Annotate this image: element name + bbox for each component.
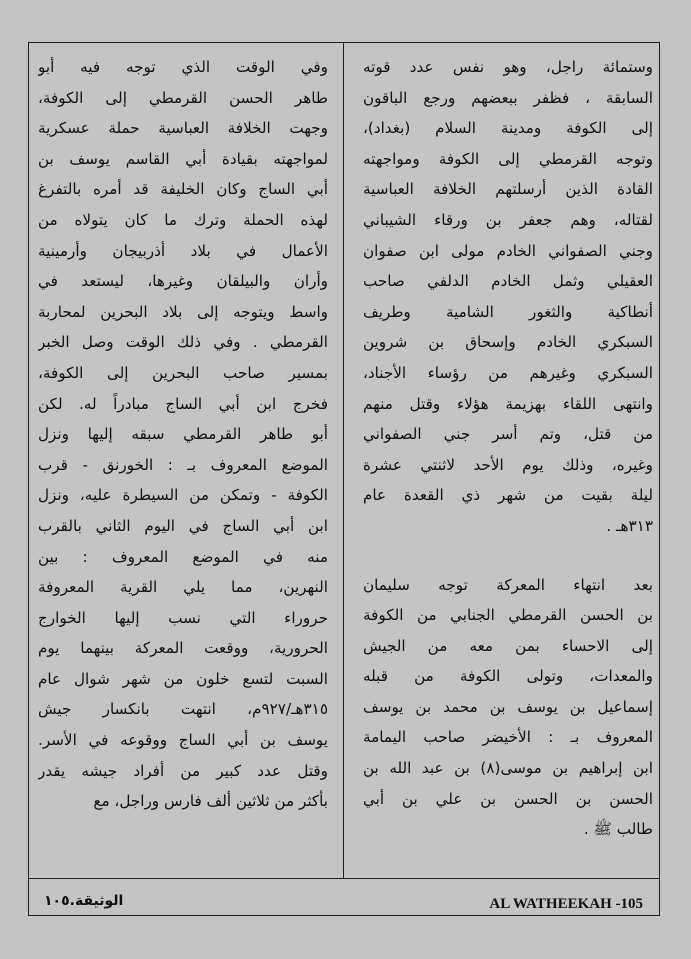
text-line: أنطاكية والثغور الشامية وطريف [363,302,653,321]
text-line: بأكثر من ثلاثين ألف فارس وراجل، مع [93,792,328,811]
text-line: وجني الصفواني الخادم مولى ابن صفوان [363,241,653,260]
text-line: السابقة ، فظفر ببعضهم ورجع الباقون [363,88,653,107]
text-line: إسماعيل بن يوسف بن محمد بن يوسف [363,697,653,716]
text-line: وانتهى اللقاء بهزيمة هؤلاء وقتل منهم [363,394,653,413]
text-line: أبو طاهر القرمطي سبقه إليها ونزل [38,425,328,444]
text-line: وجهت الخلافة العباسية حملة عسكرية [38,119,328,138]
text-line: من قتل، وتم أسر جني الصفواني [363,425,653,444]
text-line: بن الحسن القرمطي الجنابي من الكوفة [363,606,653,625]
text-line: الموضع المعروف بـ : الخورنق - قرب [38,455,328,474]
text-line: والمعدات، وتولى الكوفة من قبله [363,667,653,686]
text-line: الأعمال في بلاد أذربيجان وأرمينية [38,241,328,260]
text-line: أبي الساج وكان الخليفة قد أمره بالتفرغ [38,180,328,199]
text-line: وفي الوقت الذي توجه فيه أبو [38,58,328,76]
text-line: ابن إبراهيم بن موسى(٨) بن عبد الله بن [363,759,653,778]
text-line: بمسير صاحب البحرين إلى الكوفة، [38,363,328,382]
text-line: الكوفة - وتمكن من السيطرة عليه، ونزل [38,486,328,505]
text-line: إلى الكوفة ومدينة السلام (بغداد)، [363,119,653,138]
text-line: بعد انتهاء المعركة توجه سليمان [363,575,653,594]
text-line: وغيره، وذلك يوم الأحد لاثنتي عشرة [363,455,653,474]
column-divider [343,42,344,879]
text-line: لقتاله، وهم جعفر بن ورقاء الشيباني [363,210,653,229]
text-line: ابن أبي الساج في اليوم الثاني بالقرب [38,516,328,535]
text-line: العقيلي وثمل الخادم الدلفي صاحب [363,272,653,291]
text-line: حروراء التي نسب إليها الخوارج [38,608,328,627]
left-column [38,52,328,817]
text-line: لهذه الحملة وترك ما كان يتولاه من [38,210,328,229]
footer-arabic: الوثيقة.١٠٥ [44,893,124,909]
text-line: ليلة بقيت من شهر ذي القعدة عام [363,486,653,505]
text-line: لمواجهته بقيادة أبي القاسم يوسف بن [38,149,328,168]
text-line: طاهر الحسن القرمطي إلى الكوفة، [38,88,328,107]
text-line: ٣١٥هـ/٩٢٧م، انتهت بانكسار جيش [38,700,328,719]
text-line: منه في الموضع المعروف : بين [38,547,328,566]
text-line: واسط ويتوجه إلى بلاد البحرين لمحاربة [38,302,328,321]
text-line: الحسن بن الحسن بن علي بن أبي [363,789,653,808]
text-line: وقتل عدد كبير من أفراد جيشه يقدر [38,761,328,780]
text-line: إلى الاحساء بمن معه من الجيش [363,636,653,655]
text-line: القرمطي . وفي ذلك الوقت وصل الخبر [38,333,328,352]
text-line: يوسف بن أبي الساج ووقوعه في الأسر. [38,731,328,750]
text-line: السبكري الخادم وإسحاق بن شروين [363,333,653,352]
text-line: وتوجه القرمطي إلى الكوفة ومواجهته [363,149,653,168]
text-line: وستمائة راجل، وهو نفس عدد قوته [363,58,653,76]
text-line: الحرورية، ووقعت المعركة بينهما يوم [38,639,328,658]
text-line: المعروف بـ : الأخيضر صاحب اليمامة [363,728,653,747]
footer-english: AL WATHEEKAH -105 [489,896,643,912]
text-line: وأران والبيلقان وغيرها، ليستعد في [38,272,328,291]
text-line: فخرج ابن أبي الساج مبادراً له. لكن [38,394,328,413]
text-line: ٣١٣هـ . [606,516,653,535]
text-line: طالب ﷺ . [583,820,653,839]
text-line: السبت لتسع خلون من شهر شوال عام [38,669,328,688]
text-line: القادة الذين أرسلتهم الخلافة العباسية [363,180,653,199]
paragraph-gap [363,542,653,570]
right-column [363,52,653,845]
text-line: السبكري وغيرهم من رؤساء الأجناد، [363,363,653,382]
text-line: النهرين، مما يلي القرية المعروفة [38,578,328,597]
